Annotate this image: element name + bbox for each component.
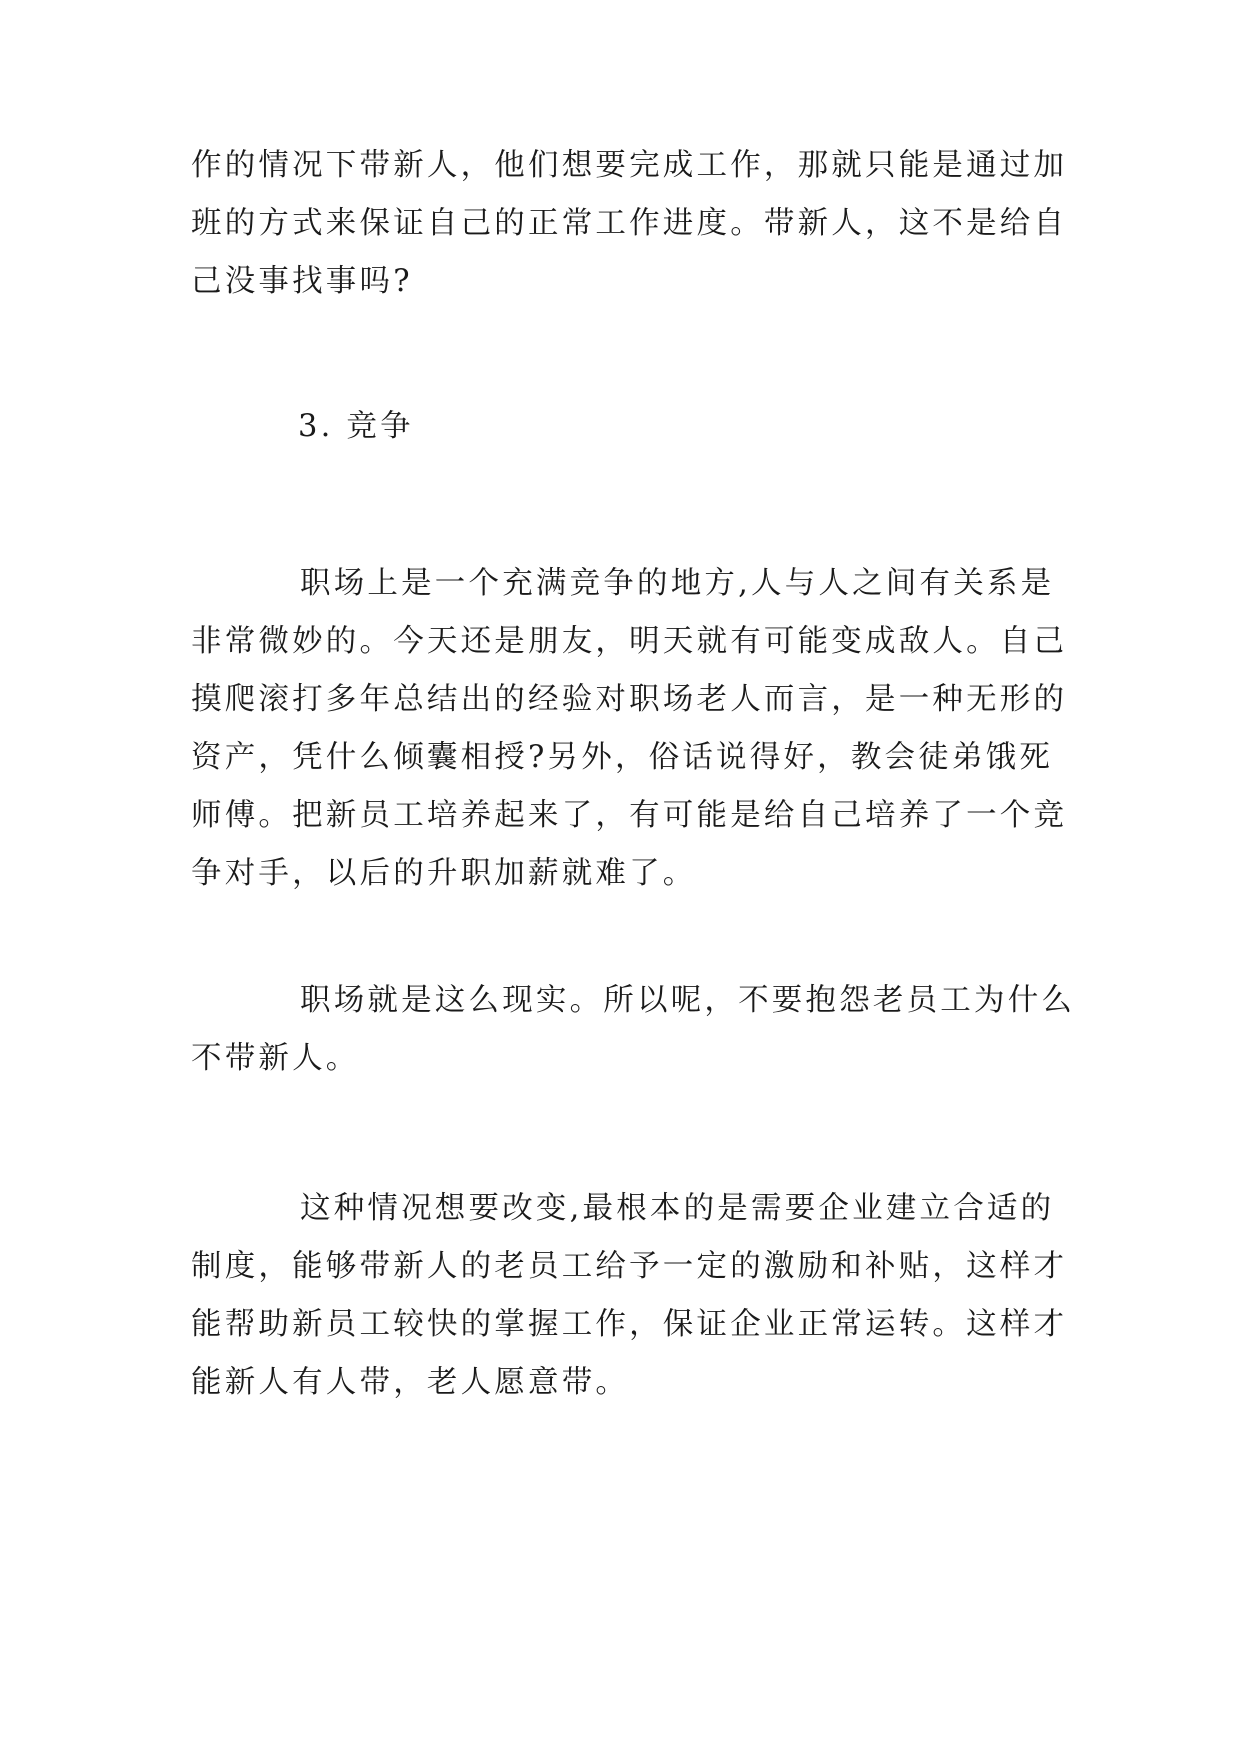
paragraph-line: 资产，凭什么倾囊相授?另外，俗话说得好，教会徒弟饿死 <box>191 740 1054 775</box>
paragraph-line: 争对手，以后的升职加薪就难了。 <box>191 856 697 891</box>
paragraph-line: 制度，能够带新人的老员工给予一定的激励和补贴，这样才 <box>191 1249 1068 1284</box>
paragraph-3 <box>191 972 1076 1088</box>
paragraph-line: 能新人有人带，老人愿意带。 <box>191 1365 630 1400</box>
paragraph-line: 己没事找事吗? <box>191 264 413 299</box>
paragraph-line: 职场就是这么现实。所以呢，不要抱怨老员工为什么 <box>300 983 1076 1018</box>
paragraph-line: 不带新人。 <box>191 1041 360 1076</box>
paragraph-line: 班的方式来保证自己的正常工作进度。带新人，这不是给自 <box>191 206 1068 241</box>
section-heading: 3. 竞争 <box>298 409 414 444</box>
paragraph-1 <box>191 137 1068 311</box>
paragraph-2 <box>191 555 1068 903</box>
paragraph-4 <box>191 1180 1068 1412</box>
paragraph-line: 职场上是一个充满竞争的地方,人与人之间有关系是 <box>300 566 1055 601</box>
paragraph-line: 能帮助新员工较快的掌握工作，保证企业正常运转。这样才 <box>191 1307 1068 1342</box>
paragraph-line: 这种情况想要改变,最根本的是需要企业建立合适的 <box>300 1191 1055 1226</box>
paragraph-line: 非常微妙的。今天还是朋友，明天就有可能变成敌人。自己 <box>191 624 1068 659</box>
paragraph-line: 作的情况下带新人，他们想要完成工作，那就只能是通过加 <box>191 148 1068 183</box>
paragraph-line: 摸爬滚打多年总结出的经验对职场老人而言，是一种无形的 <box>191 682 1068 717</box>
paragraph-line: 师傅。把新员工培养起来了，有可能是给自己培养了一个竞 <box>191 798 1068 833</box>
